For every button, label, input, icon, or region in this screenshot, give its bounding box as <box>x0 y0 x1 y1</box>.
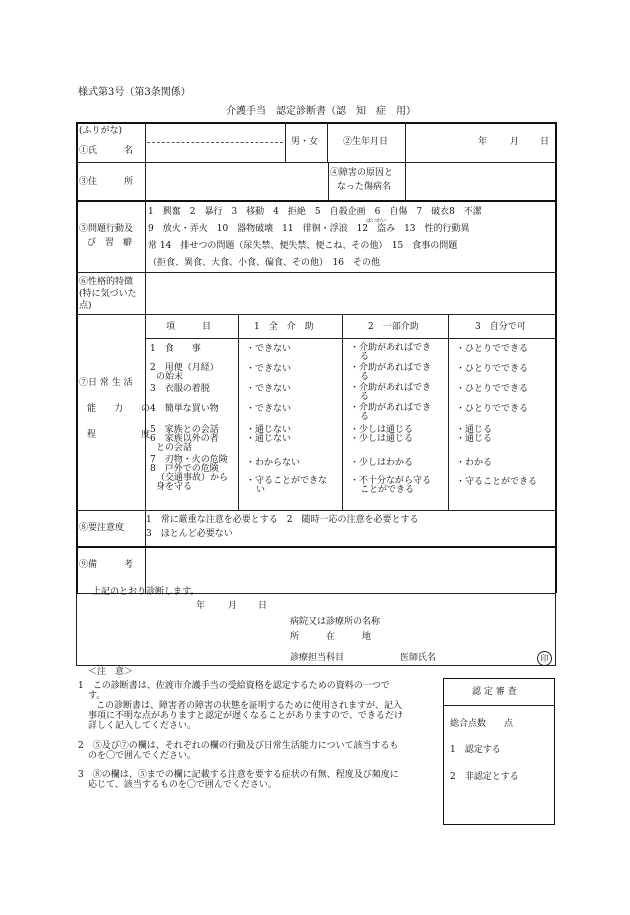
adl-item: 3 衣服の着脱 <box>150 384 210 394</box>
adl-option-partial[interactable]: ・少しは通じる ・少しは通じる <box>350 425 414 444</box>
address-divider <box>328 162 329 200</box>
adl-label-2: 能 力 の <box>87 404 151 414</box>
adl-option-full[interactable]: ・わからない <box>246 458 301 468</box>
character-label-3: 点) <box>79 301 92 311</box>
seal-icon: 印 <box>537 651 552 666</box>
behavior-line-2[interactable]: 9 放火・弄火 10 器物破壊 11 徘徊・浮浪 12 盗み 13 性的行動異 <box>148 224 470 234</box>
character-label-1: ⑥性格的特徴 <box>79 277 134 287</box>
dob-label: ②生年月日 <box>343 137 389 147</box>
dob-divider <box>405 122 406 162</box>
adl-option-self[interactable]: ・通じる ・通じる <box>456 425 493 444</box>
adl-option-self[interactable]: ・ひとりでできる <box>456 364 529 374</box>
behavior-label-2: び 習 癖 <box>87 238 133 248</box>
gender-field[interactable]: 男・女 <box>291 137 319 147</box>
frame-bottom-lower <box>76 665 556 666</box>
note-2: 2 ⑤及び⑦の欄は、それぞれの欄の行動及び日常生活能力について該当するも のを〇で囲んでください。 <box>78 741 399 761</box>
behavior-ruby: はいかい <box>366 218 387 224</box>
frame-left <box>76 122 78 593</box>
adl-option-self[interactable]: ・守ることができる <box>456 477 538 487</box>
row-line-5 <box>76 510 556 511</box>
hospital-name-label: 病院又は診療所の名称 <box>290 617 381 627</box>
review-score[interactable]: 総合点数 点 <box>450 719 514 729</box>
caution-line-1[interactable]: 1 常に厳重な注意を必要とする 2 随時一応の注意を必要とする <box>146 515 419 525</box>
dob-day: 日 <box>540 137 550 147</box>
row-line-1 <box>76 162 556 163</box>
adl-col-divider-1 <box>238 314 239 510</box>
adl-item: 1 食 事 <box>150 344 201 354</box>
adl-option-partial[interactable]: ・介助があればでき る <box>350 363 432 382</box>
cause-label-1: ④障害の原因と <box>330 168 394 178</box>
adl-header-item: 項 目 <box>166 322 212 332</box>
note-1: 1 この診断書は、佐渡市介護手当の受給資格を認定するための資料の一つで す。 この診断書は、障害者の障害の状態を証明するために使用されますが、記入 事項に不明な点がありますと認定が遅くなることがありますので、できるだけ 詳しく記入してください。 <box>78 681 403 731</box>
review-reject-option[interactable]: 2 非認定とする <box>450 772 519 782</box>
gender-divider-right <box>327 122 328 162</box>
note-3: 3 ⑧の欄は、⑤までの欄に記載する注意を要する症状の有無、程度及び頻度に 応じて、該当するものを〇で囲んでください。 <box>78 770 399 790</box>
row-line-2 <box>76 200 556 202</box>
review-divider <box>444 705 555 706</box>
adl-option-partial[interactable]: ・介助があればでき る <box>350 343 432 362</box>
behavior-line-1[interactable]: 1 興奮 2 暴行 3 移動 4 拒絶 5 自殺企画 6 自傷 7 破衣8 不潔 <box>148 207 482 217</box>
diagnosis-statement: 上記のとおり診断します。 <box>92 587 200 597</box>
remarks-label: ⑨備 考 <box>79 560 134 570</box>
review-title: 認 定 審 査 <box>472 687 517 697</box>
adl-option-full[interactable]: ・通じない ・通じない <box>246 425 292 444</box>
cause-divider <box>405 162 406 200</box>
adl-item-danger: 7 刃物・火の危険 8 戸外での危険 （交通事故）から 身を守る <box>150 455 229 492</box>
form-number: 様式第3号（第3条関係） <box>78 87 191 98</box>
cause-label-2: なった傷病名 <box>337 182 392 192</box>
adl-option-self[interactable]: ・ひとりでできる <box>456 404 529 414</box>
notes-heading: ＜注 意＞ <box>88 667 134 677</box>
adl-option-full[interactable]: ・できない <box>246 364 292 374</box>
row-line-4 <box>76 314 556 315</box>
caution-line-2[interactable]: 3 ほとんど必要ない <box>146 529 233 539</box>
gender-divider-left <box>285 122 286 162</box>
hospital-address-label: 所 在 地 <box>290 632 372 642</box>
name-label: ①氏 名 <box>79 146 134 156</box>
department-label: 診療担当科目 <box>290 653 345 663</box>
furigana-label: (ふりがな) <box>79 126 123 136</box>
dob-month: 月 <box>510 137 520 147</box>
adl-col-divider-2 <box>342 314 343 510</box>
adl-item: 4 簡単な買い物 <box>150 404 219 414</box>
adl-option-self[interactable]: ・わかる <box>456 458 493 468</box>
adl-option-partial[interactable]: ・不十分ながら守る ことができる <box>350 476 432 495</box>
adl-item-communication: 5 家族との会話 6 家族以外の者 との会話 <box>150 425 219 453</box>
furigana-line <box>147 142 283 143</box>
adl-header-self: 3 自分で可 <box>475 322 526 332</box>
adl-header-line <box>145 338 555 339</box>
adl-option-full[interactable]: ・できない <box>246 344 292 354</box>
adl-col-divider-3 <box>448 314 449 510</box>
adl-header-partial: 2 一部介助 <box>368 322 419 332</box>
adl-label-3: 程 度 <box>87 430 151 440</box>
character-label-2: (特に気づいた <box>79 289 137 299</box>
diagnosis-day: 日 <box>258 601 268 611</box>
page-title: 介護手当 認定診断書（認 知 症 用） <box>226 106 416 117</box>
doctor-name-label: 医師氏名 <box>400 653 437 663</box>
caution-label: ⑧要注意度 <box>79 523 125 533</box>
adl-option-self[interactable]: ・ひとりでできる <box>456 344 529 354</box>
row-line-6 <box>76 546 556 548</box>
row-line-3 <box>76 272 556 273</box>
behavior-label-1: ⑤問題行動及 <box>79 224 134 234</box>
adl-option-partial[interactable]: ・介助があればでき る <box>350 383 432 402</box>
adl-option-partial[interactable]: ・少しはわかる <box>350 458 414 468</box>
review-approve-option[interactable]: 1 認定する <box>450 745 501 755</box>
adl-option-self[interactable]: ・ひとりでできる <box>456 384 529 394</box>
adl-option-full[interactable]: ・できない <box>246 384 292 394</box>
behavior-line-3[interactable]: 常 14 排せつの問題（尿失禁、便失禁、便こね、その他） 15 食事の問題 <box>148 241 458 251</box>
frame-right <box>555 122 557 593</box>
dob-year: 年 <box>478 137 488 147</box>
adl-option-full[interactable]: ・できない <box>246 404 292 414</box>
frame-right-lower <box>555 593 556 665</box>
address-label: ③住 所 <box>79 177 134 187</box>
adl-option-partial[interactable]: ・介助があればでき る <box>350 403 432 422</box>
frame-left-lower <box>76 593 77 665</box>
frame-top <box>76 122 556 124</box>
diagnosis-year: 年 <box>196 601 206 611</box>
adl-item: 2 用便（月経） の始末 <box>150 363 219 382</box>
adl-option-full[interactable]: ・守ることができな い <box>246 476 328 495</box>
diagnosis-month: 月 <box>228 601 238 611</box>
adl-header-full: 1 全 介 助 <box>254 322 314 332</box>
behavior-line-4[interactable]: （拒食、異食、大食、小食、偏食、その他） 16 その他 <box>148 258 380 268</box>
adl-label-1: ⑦日 常 生 活 <box>79 378 133 388</box>
